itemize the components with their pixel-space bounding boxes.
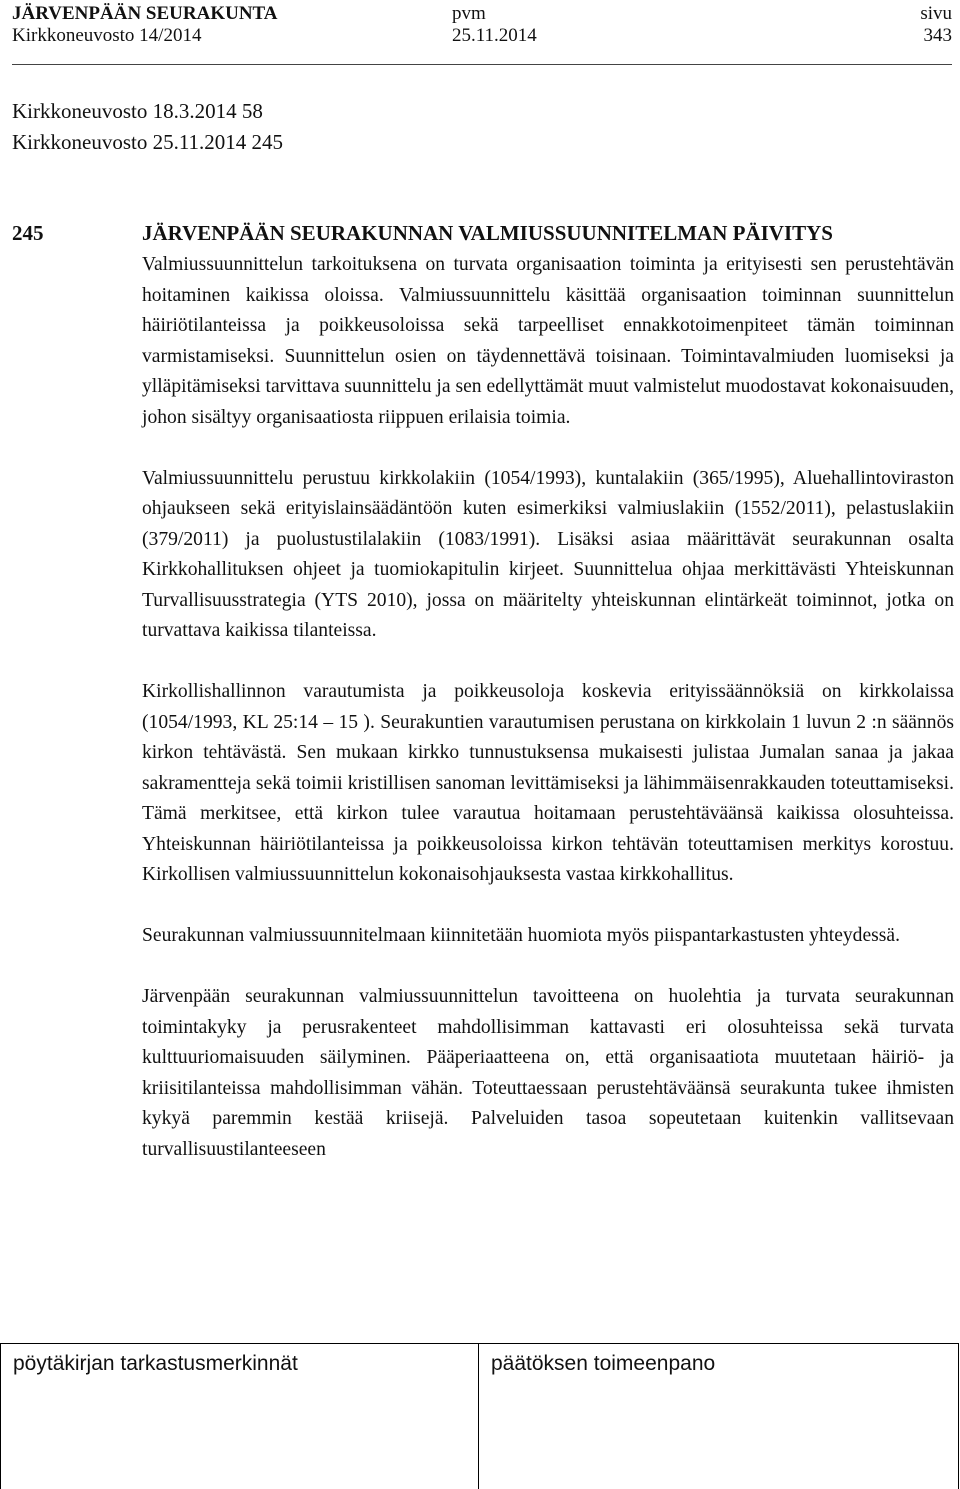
header-row-1 [12, 2, 952, 24]
date-label: pvm [452, 3, 486, 24]
section-title: JÄRVENPÄÄN SEURAKUNNAN VALMIUSSUUNNITELMAN PÄIVITYS [142, 221, 833, 245]
document-body [142, 250, 954, 1165]
decision-execution-box [478, 1343, 959, 1489]
header-row-2 [12, 24, 952, 46]
page-header [12, 2, 952, 46]
section-number: 245 [12, 221, 44, 245]
page-number: 343 [923, 25, 952, 46]
decision-execution-label: päätöksen toimeenpano [491, 1352, 716, 1375]
reference-item: Kirkkoneuvosto 18.3.2014 58 [12, 99, 263, 123]
review-marks-box [0, 1343, 479, 1489]
body-paragraph: Valmiussuunnittelun tarkoituksena on turvata organisaation toiminta ja erityisesti sen perustehtävän hoitaminen kaikissa oloissa. Valmiussuunnittelu käsittää organisaation toiminnan suunnittelun häiriötilanteissa ja poikkeusoloissa sekä tarpeelliset ennakkotoimenpiteet tämän toiminnan varmistamiseksi. Suunnittelun osien on täydennettävä toisinaan. Toimintavalmiuden luomiseksi ja ylläpitämiseksi tarvittava suunnittelu ja sen edellyttämät muut valmistelut muodostavat kokonaisuuden, johon sisältyy organisaatiosta riippuen erilaisia toimia. [142, 254, 954, 428]
body-paragraph: Valmiussuunnittelu perustuu kirkkolakiin (1054/1993), kuntalakiin (365/1995), Aluehallintoviraston ohjaukseen sekä erityislainsäädäntöön kuten esimerkiksi valmiuslakiin (1552/2011), pelastuslakiin (379/2011) ja puolustustilalakiin (1083/1991). Lisäksi asiaa määrittävät seurakunnan osalta Kirkkohallituksen ohjeet ja tuomiokapitulin kirjeet. Suunnittelua ohjaa merkittävästi Yhteiskunnan Turvallisuusstrategia (YTS 2010), jossa on määritelty yhteiskunnan elintärkeät toiminnot, jotka on turvattava kaikissa tilanteissa. [142, 467, 954, 641]
body-paragraph: Järvenpään seurakunnan valmiussuunnittelun tavoitteena on huolehtia ja turvata seurakunnan toimintakyky ja perusrakenteet mahdollisimman kattavasti eri olosuhteissa sekä turvata kulttuuriomaisuuden säilyminen. Pääperiaatteena on, että organisaatiota muutetaan häiriö- ja kriisitilanteissa mahdollisimman vähän. Toteuttaessaan perustehtäväänsä seurakunta tukee ihmisten kykyä paremmin kestää kriisejä. Palveluiden tasoa sopeutetaan kuitenkin vallitsevaan turvallisuustilanteeseen [142, 986, 954, 1160]
meeting-id: Kirkkoneuvosto 14/2014 [12, 25, 202, 46]
review-marks-label: pöytäkirjan tarkastusmerkinnät [13, 1352, 298, 1375]
reference-list [12, 96, 283, 158]
page-label: sivu [920, 3, 952, 24]
page-footer [0, 1343, 958, 1489]
reference-item: Kirkkoneuvosto 25.11.2014 245 [12, 130, 284, 154]
organization-name: JÄRVENPÄÄN SEURAKUNTA [12, 3, 278, 24]
header-divider [12, 64, 952, 65]
body-paragraph: Kirkollishallinnon varautumista ja poikkeusoloja koskevia erityissäännöksiä on kirkkolaissa (1054/1993, KL 25:14 – 15 ). Seurakuntien varautumisen perustana on kirkkolain 1 luvun 2 :n säännös kirkon tehtävästä. Sen mukaan kirkko tunnustuksensa mukaisesti julistaa Jumalan sanaa ja jakaa sakramentteja sekä toimii kristillisen sanoman levittämiseksi ja lähimmäisenrakkauden toteuttamiseksi. Tämä merkitsee, että kirkon tulee varautua hoitamaan perustehtäväänsä kaikissa olosuhteissa. Yhteiskunnan häiriötilanteissa ja poikkeusoloissa kirkon tehtävän toteuttamisen merkitys korostuu. Kirkollisen valmiussuunnittelun kokonaisohjauksesta vastaa kirkkohallitus. [142, 681, 954, 885]
body-paragraph: Seurakunnan valmiussuunnitelmaan kiinnitetään huomiota myös piispantarkastusten yhteydessä. [142, 925, 901, 946]
meeting-date: 25.11.2014 [452, 25, 537, 46]
